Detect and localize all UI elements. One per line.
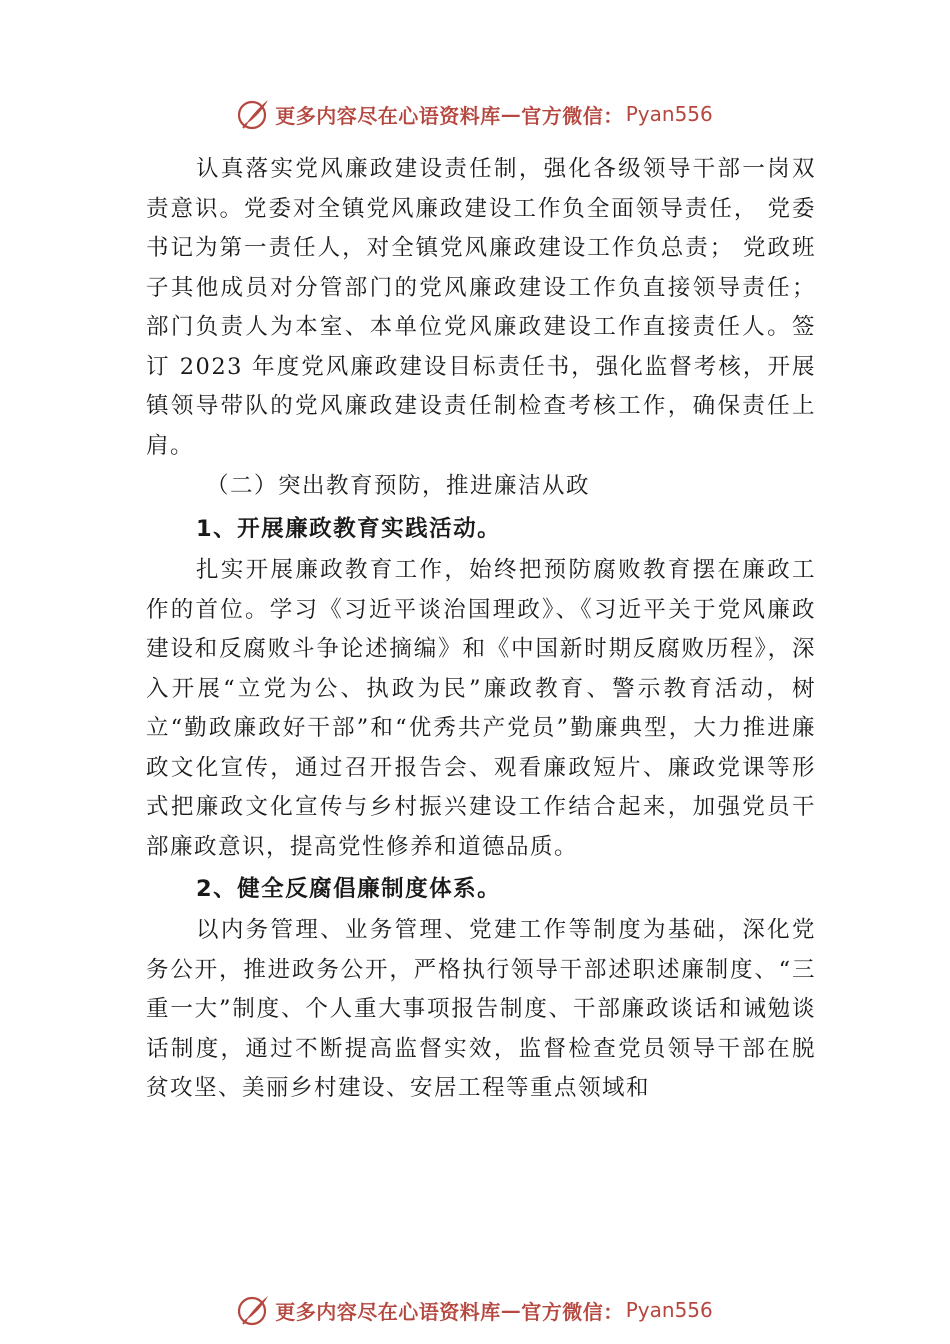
heading-system: 2、健全反腐倡廉制度体系。 [196,876,502,902]
paragraph-education: 扎实开展廉政教育工作，始终把预防腐败教育摆在廉政工作的首位。学习《习近平谈治国理政》、《习近平关于党风廉政建设和反腐败斗争论述摘编》和《中国新时期反腐败历程》，深入开展“立党为公、执政为民”廉政教育、警示教育活动，树立“勤政廉政好干部”和“优秀共产党员”勤廉典型，大力推进廉政文化宣传，通过召开报告会、观看廉政短片、廉政党课等形式把廉政文化宣传与乡村振兴建设工作结合起来，加强党员干部廉政意识，提高党性修养和道德品质。 [146,557,816,860]
watermark-dash: — [500,1298,522,1322]
watermark-header [0,94,950,134]
paragraph-system: 以内务管理、业务管理、党建工作等制度为基础，深化党务公开，推进政务公开，严格执行领导干部述职述廉制度、“三重一大”制度、个人重大事项报告制度、干部廉政谈话和诫勉谈话制度，通过不断提高监督实效，监督检查党员领导干部在脱贫攻坚、美丽乡村建设、安居工程等重点领域和 [146,917,816,1101]
watermark-dash: — [500,102,522,126]
watermark-wechat-label: 官方微信： [521,103,624,128]
heading-education-activities: 1、开展廉政教育实践活动。 [196,516,502,542]
paragraph-responsibility: 认真落实党风廉政建设责任制，强化各级领导干部一岗双责意识。党委对全镇党风廉政建设工作负全面领导责任， 党委书记为第一责任人，对全镇党风廉政建设工作负总责； 党政班子其他成员对分管部门的党风廉政建设工作负直接领导责任；部门负责人为本室、本单位党风廉政建设工作直接责任人。签订 2023 年度党风廉政建设目标责任书，强化监督考核，开展镇领导带队的党风廉政建设责任制检查考核工作，确保责任上肩。 [146,156,816,459]
watermark-wechat-id: Pyan556 [625,102,713,126]
watermark-wechat-id: Pyan556 [625,1298,713,1322]
feather-pen-icon [237,97,271,131]
section-heading-education: （二）突出教育预防，推进廉洁从政 [206,473,591,499]
document-body [146,150,816,1109]
watermark-footer [0,1290,950,1330]
watermark-wechat-label: 官方微信： [521,1299,624,1324]
feather-pen-icon [237,1293,271,1327]
watermark-brand: 更多内容尽在心语资料库 [275,1299,501,1324]
watermark-brand: 更多内容尽在心语资料库 [275,103,501,128]
